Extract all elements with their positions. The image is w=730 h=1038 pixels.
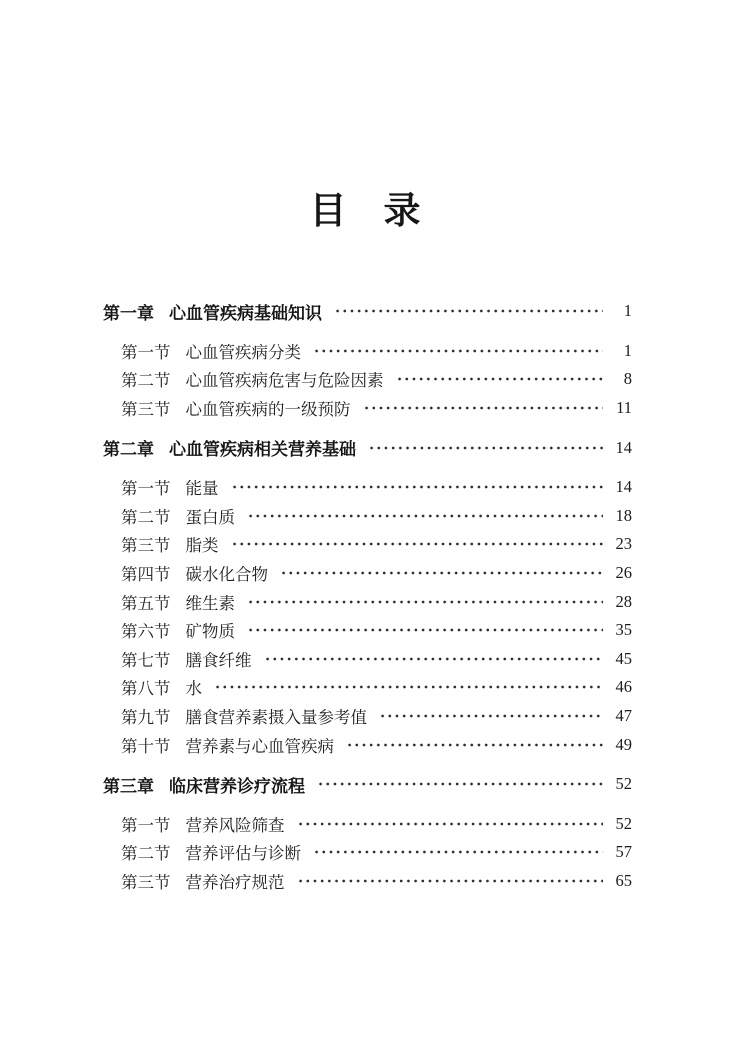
toc-entry-label: 第二节 [121, 844, 171, 864]
toc-entry-page: 46 [615, 677, 632, 697]
toc-entry-label: 第二章 [103, 440, 154, 460]
toc-entry-title: 脂类 [185, 536, 219, 556]
toc-entry-title: 矿物质 [185, 622, 235, 642]
dot-leader [344, 738, 603, 752]
toc-entry-page: 14 [615, 477, 632, 497]
toc-section-row [103, 559, 632, 588]
toc-section-row [103, 838, 632, 867]
toc-entry-title: 膳食纤维 [185, 650, 252, 670]
toc-entry-title: 膳食营养素摄入量参考值 [185, 708, 367, 728]
dot-leader [332, 304, 603, 318]
toc-section-row [103, 365, 632, 394]
dot-leader [366, 441, 603, 455]
toc-chapter-row [103, 433, 632, 462]
toc-section-row [103, 502, 632, 531]
toc-entry-page: 18 [615, 505, 632, 525]
toc-entry-title: 维生素 [185, 593, 235, 613]
toc-entry-page: 23 [615, 534, 632, 554]
toc-entry-page: 14 [615, 437, 632, 457]
toc-entry-label: 第一章 [103, 303, 154, 323]
toc-entry-label: 第一节 [121, 815, 171, 835]
toc-entry-page: 65 [615, 870, 632, 890]
toc-entry-label: 第三章 [103, 776, 154, 796]
toc-section-row [103, 673, 632, 702]
toc-chapter-row [103, 770, 632, 799]
dot-leader [245, 623, 603, 637]
toc-entry-page: 52 [615, 813, 632, 833]
dot-leader [311, 845, 603, 859]
toc-entry-title: 营养风险筛查 [185, 815, 285, 835]
dot-leader [245, 509, 603, 523]
toc-entry-title: 营养素与心血管疾病 [185, 736, 334, 756]
toc-entry-title: 临床营养诊疗流程 [169, 776, 305, 796]
toc-section-row [103, 530, 632, 559]
toc-section-row [103, 867, 632, 896]
toc-entry-label: 第一节 [121, 342, 171, 362]
toc-chapter-row [103, 297, 632, 326]
toc-section-row [103, 616, 632, 645]
toc-entry-page: 57 [615, 842, 632, 862]
dot-leader [229, 537, 604, 551]
toc-entry-title: 心血管疾病基础知识 [169, 303, 322, 323]
dot-leader [361, 401, 604, 415]
toc-entry-label: 第二节 [121, 507, 171, 527]
toc-entry-page: 11 [616, 398, 632, 418]
toc-section-row [103, 730, 632, 759]
toc-entry-label: 第六节 [121, 622, 171, 642]
toc-section-row [103, 702, 632, 731]
toc-entry-label: 第三节 [121, 536, 171, 556]
dot-leader [295, 817, 604, 831]
toc-entry-title: 营养评估与诊断 [185, 844, 301, 864]
toc-entry-title: 碳水化合物 [185, 565, 268, 585]
toc-entry-label: 第十节 [121, 736, 171, 756]
toc-section-row [103, 587, 632, 616]
page-title: 目 录 [309, 191, 421, 232]
toc-section-row [103, 394, 632, 423]
toc-entry-label: 第七节 [121, 650, 171, 670]
toc-entry-page: 47 [615, 706, 632, 726]
toc-entry-label: 第三节 [121, 872, 171, 892]
toc-entry-page: 8 [623, 369, 632, 389]
toc-entry-page: 45 [615, 648, 632, 668]
toc-section-row [103, 810, 632, 839]
dot-leader [229, 480, 604, 494]
toc-entry-label: 第五节 [121, 593, 171, 613]
toc-entry-page: 49 [615, 734, 632, 754]
toc-entry-page: 28 [615, 591, 632, 611]
toc-entry-label: 第九节 [121, 708, 171, 728]
toc-entry-page: 1 [623, 301, 632, 321]
toc-entry-title: 心血管疾病危害与危险因素 [185, 371, 384, 391]
toc-entry-title: 心血管疾病的一级预防 [185, 400, 351, 420]
toc-entry-title: 能量 [185, 479, 219, 499]
toc-entry-title: 心血管疾病相关营养基础 [169, 440, 356, 460]
toc-entry-title: 蛋白质 [185, 507, 235, 527]
toc-section-row [103, 337, 632, 366]
dot-leader [394, 372, 604, 386]
toc-entry-title: 心血管疾病分类 [185, 342, 301, 362]
toc-entry-label: 第三节 [121, 400, 171, 420]
dot-leader [212, 680, 603, 694]
toc-entry-title: 营养治疗规范 [185, 872, 285, 892]
toc-section-row [103, 473, 632, 502]
toc-entry-label: 第一节 [121, 479, 171, 499]
toc-section-row [103, 645, 632, 674]
dot-leader [315, 777, 603, 791]
toc-entry-label: 第二节 [121, 371, 171, 391]
toc-entry-page: 1 [623, 340, 632, 360]
dot-leader [278, 566, 603, 580]
toc-entry-page: 35 [615, 620, 632, 640]
toc-entry-page: 52 [615, 774, 632, 794]
toc-entry-label: 第八节 [121, 679, 171, 699]
dot-leader [295, 874, 604, 888]
toc-entry-page: 26 [615, 563, 632, 583]
toc-entry-label: 第四节 [121, 565, 171, 585]
dot-leader [262, 652, 604, 666]
dot-leader [377, 709, 603, 723]
dot-leader [245, 595, 603, 609]
toc-list [103, 286, 632, 895]
toc-entry-title: 水 [185, 679, 202, 699]
dot-leader [311, 344, 603, 358]
